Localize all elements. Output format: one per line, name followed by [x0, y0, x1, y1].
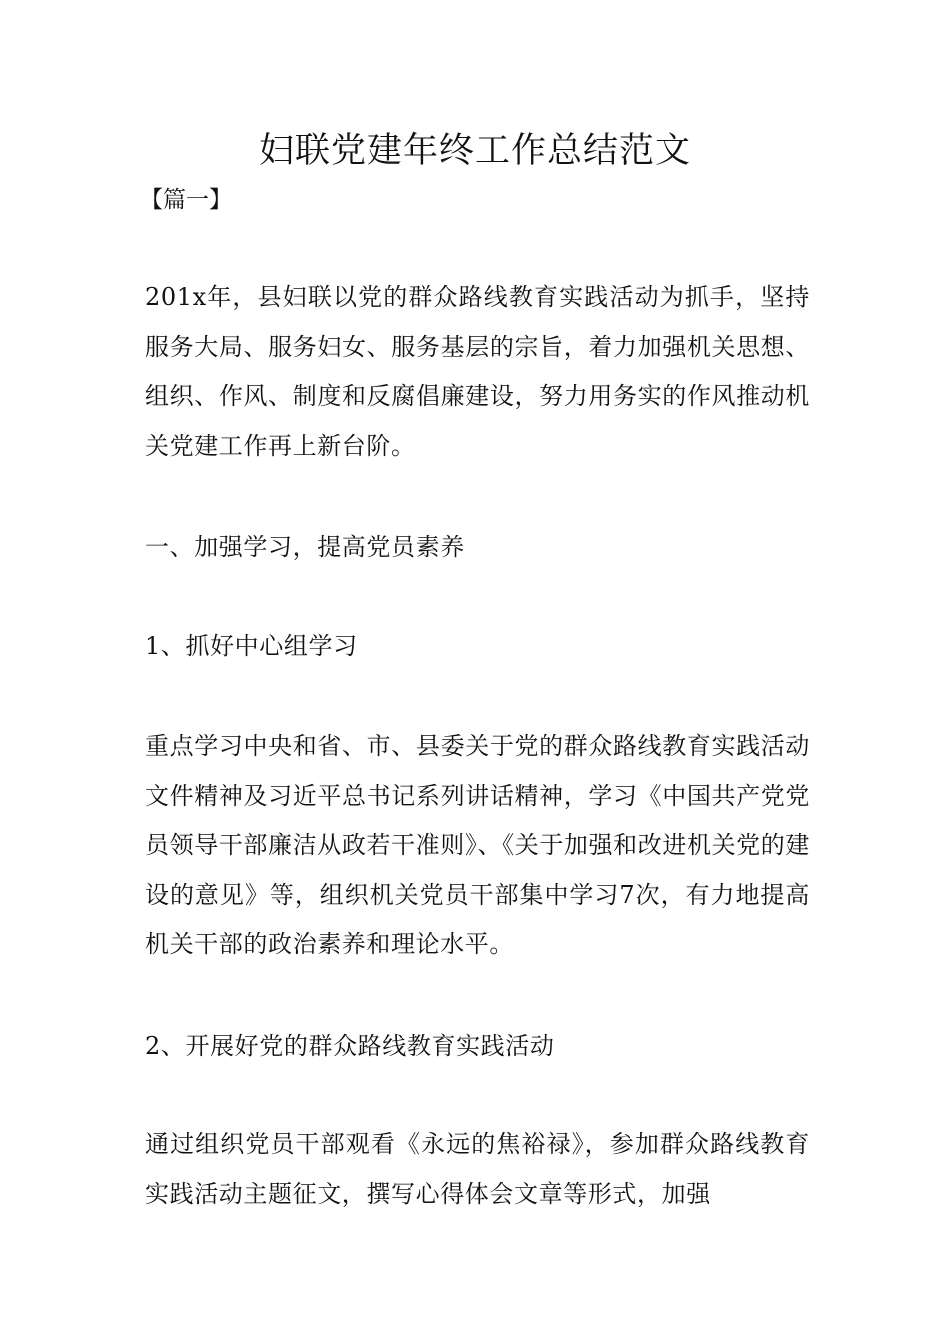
document-title: 妇联党建年终工作总结范文 [258, 131, 691, 171]
section-tag: 【篇一】 [140, 187, 232, 213]
paragraph-2: 通过组织党员干部观看《永远的焦裕禄》，参加群众路线教育实践活动主题征文，撰写心得体会文章等形式，加强 [145, 1130, 810, 1208]
subheading-2: 2、开展好党的群众路线教育实践活动 [145, 1032, 555, 1060]
intro-paragraph: 201x年，县妇联以党的群众路线教育实践活动为抓手，坚持服务大局、服务妇女、服务基层的宗旨，着力加强机关思想、组织、作风、制度和反腐倡廉建设，努力用务实的作风推动机关党建工作再上新台阶。 [145, 283, 810, 460]
section-heading-1: 一、加强学习，提高党员素养 [145, 533, 465, 561]
subheading-1: 1、抓好中心组学习 [145, 632, 358, 660]
paragraph-1: 重点学习中央和省、市、县委关于党的群众路线教育实践活动文件精神及习近平总书记系列讲话精神，学习《中国共产党党员领导干部廉洁从政若干准则》、《关于加强和改进机关党的建设的意见》等，组织机关党员干部集中学习7次，有力地提高机关干部的政治素养和理论水平。 [145, 732, 810, 958]
